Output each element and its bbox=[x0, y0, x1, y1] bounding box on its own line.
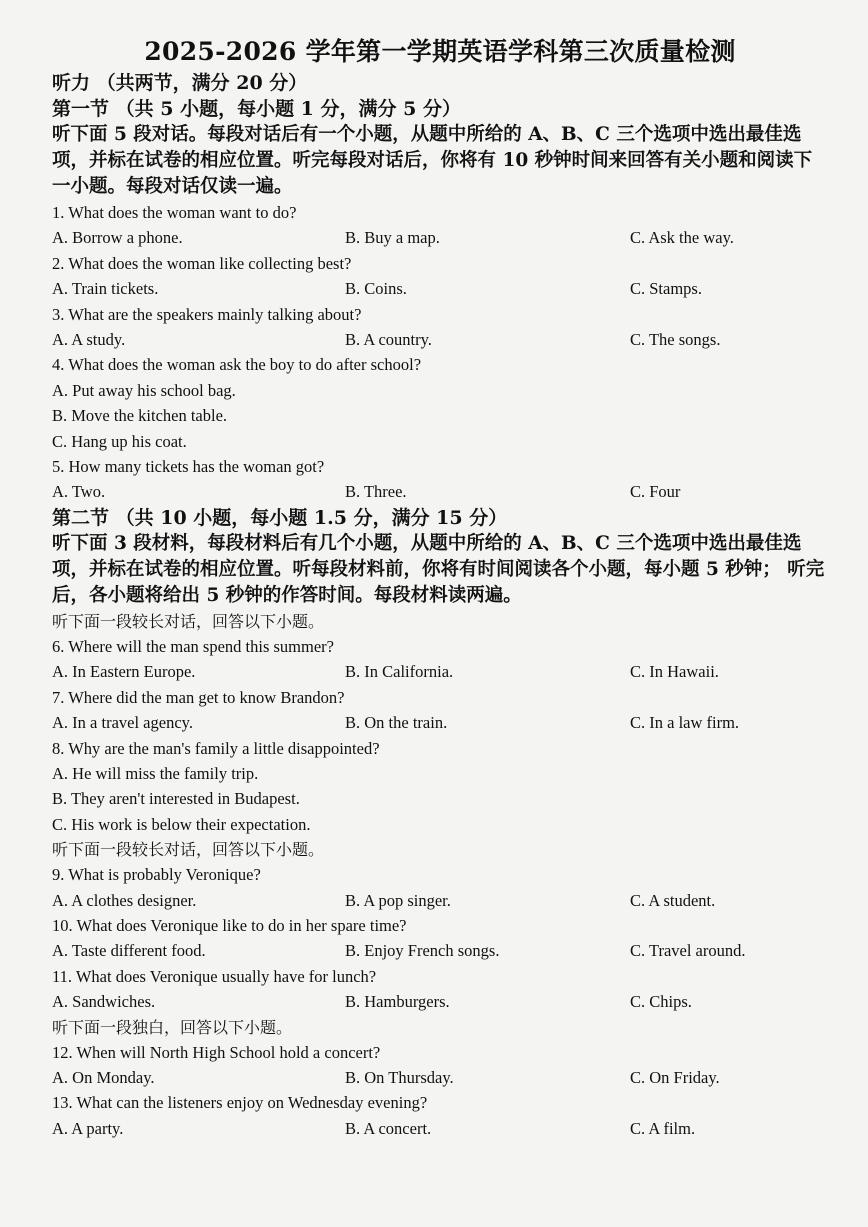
question-8: 8. Why are the man's family a little disappointed? bbox=[52, 738, 380, 758]
option-b: B. On Thursday. bbox=[345, 1067, 454, 1087]
option-a: A. A study. bbox=[52, 330, 126, 350]
question-7-options bbox=[52, 710, 828, 735]
question-7: 7. Where did the man get to know Brandon? bbox=[52, 687, 345, 707]
option-c: C. The songs. bbox=[630, 330, 721, 350]
question-1: 1. What does the woman want to do? bbox=[52, 203, 297, 222]
question-11-options bbox=[52, 989, 828, 1014]
question-4: 4. What does the woman ask the boy to do after school? bbox=[52, 355, 422, 375]
question-13-options bbox=[52, 1116, 828, 1141]
option-b: B. Buy a map. bbox=[345, 228, 440, 248]
question-6-options bbox=[52, 659, 828, 684]
question-6: 6. Where will the man spend this summer? bbox=[52, 636, 334, 656]
dialogue-note: 听下面一段较长对话，回答以下小题。 bbox=[52, 611, 325, 631]
option-c: C. Stamps. bbox=[630, 279, 702, 299]
option-c: C. On Friday. bbox=[630, 1067, 720, 1087]
question-9-options bbox=[52, 888, 828, 913]
option-b: B. A concert. bbox=[345, 1118, 432, 1138]
option-a: A. A party. bbox=[52, 1118, 124, 1138]
option-b: B. They aren't interested in Budapest. bbox=[52, 789, 300, 809]
question-1-options bbox=[52, 225, 828, 250]
option-c: C. Four bbox=[630, 482, 681, 502]
question-3-options bbox=[52, 327, 828, 352]
option-a: A. On Monday. bbox=[52, 1067, 155, 1087]
option-b: B. Enjoy French songs. bbox=[345, 941, 500, 961]
option-a: A. Sandwiches. bbox=[52, 992, 156, 1012]
option-c: C. Chips. bbox=[630, 992, 692, 1012]
question-11: 11. What does Veronique usually have for lunch? bbox=[52, 966, 377, 986]
option-a: A. Put away his school bag. bbox=[52, 380, 236, 400]
question-2: 2. What does the woman like collecting best? bbox=[52, 253, 352, 273]
question-13: 13. What can the listeners enjoy on Wednesday evening? bbox=[52, 1093, 428, 1113]
option-a: A. Two. bbox=[52, 482, 106, 502]
option-b: B. A pop singer. bbox=[345, 890, 451, 910]
option-b: B. Coins. bbox=[345, 279, 407, 299]
section2-heading: 第二节 （共 10 小题，每小题 1.5 分，满分 15 分） bbox=[52, 506, 508, 529]
question-3: 3. What are the speakers mainly talking about? bbox=[52, 304, 362, 324]
option-c: C. Ask the way. bbox=[630, 228, 734, 248]
option-a: A. Train tickets. bbox=[52, 279, 159, 299]
option-a: A. In a travel agency. bbox=[52, 713, 193, 733]
option-b: B. A country. bbox=[345, 330, 432, 350]
option-b: B. Three. bbox=[345, 482, 407, 502]
listening-heading: 听力 （共两节，满分 20 分） bbox=[52, 72, 308, 94]
section1-heading: 第一节 （共 5 小题，每小题 1 分，满分 5 分） bbox=[52, 98, 461, 120]
option-b: B. In California. bbox=[345, 662, 454, 682]
option-c: C. His work is below their expectation. bbox=[52, 814, 311, 834]
question-12: 12. When will North High School hold a concert? bbox=[52, 1042, 381, 1062]
option-a: A. Borrow a phone. bbox=[52, 228, 183, 248]
question-12-options bbox=[52, 1065, 828, 1090]
option-c: C. Travel around. bbox=[630, 941, 746, 961]
option-b: B. Move the kitchen table. bbox=[52, 406, 228, 426]
option-a: A. In Eastern Europe. bbox=[52, 662, 196, 682]
option-a: A. He will miss the family trip. bbox=[52, 763, 259, 783]
question-10-options bbox=[52, 938, 828, 963]
option-b: B. Hamburgers. bbox=[345, 992, 450, 1012]
option-c: C. A film. bbox=[630, 1118, 696, 1138]
option-b: B. On the train. bbox=[345, 713, 448, 733]
dialogue-note: 听下面一段较长对话，回答以下小题。 bbox=[52, 840, 325, 860]
question-5-options bbox=[52, 479, 828, 504]
option-c: C. In a law firm. bbox=[630, 713, 740, 733]
monologue-note: 听下面一段独白，回答以下小题。 bbox=[52, 1017, 293, 1037]
question-5: 5. How many tickets has the woman got? bbox=[52, 457, 325, 477]
option-a: A. A clothes designer. bbox=[52, 890, 197, 910]
section1-instruction: 听下面 5 段对话。每段对话后有一个小题，从题中所给的 A、B、C 三个选项中选出最佳选项，并标在试卷的相应位置。听完每段对话后，你将有 10 秒钟时间来回答有关小题和阅读下一小题。每段对话仅读一遍。 bbox=[52, 124, 813, 197]
section2-instruction: 听下面 3 段材料，每段材料后有几个小题，从题中所给的 A、B、C 三个选项中选出最佳选项，并标在试卷的相应位置。听每段材料前，你将有时间阅读各个小题，每小题 5 秒钟； 听完后，各小题将给出 5 秒钟的作答时间。每段材料读两遍。 bbox=[52, 532, 825, 606]
exam-title: 2025-2026 学年第一学期英语学科第三次质量检测 bbox=[144, 37, 736, 66]
option-c: C. A student. bbox=[630, 890, 716, 910]
option-c: C. Hang up his coat. bbox=[52, 431, 187, 451]
option-a: A. Taste different food. bbox=[52, 941, 206, 961]
option-c: C. In Hawaii. bbox=[630, 662, 719, 682]
question-9: 9. What is probably Veronique? bbox=[52, 865, 261, 885]
question-10: 10. What does Veronique like to do in her spare time? bbox=[52, 915, 407, 935]
question-2-options bbox=[52, 276, 828, 301]
